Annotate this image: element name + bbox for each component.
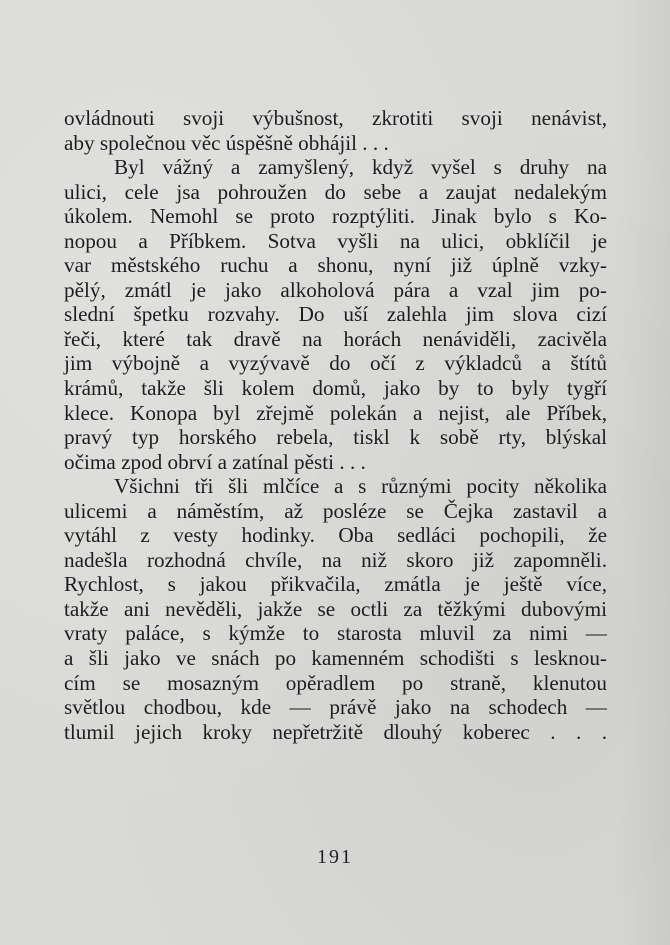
text-line: pělý, zmátl je jako alkoholová pára a vzal jim po- bbox=[64, 277, 607, 302]
text-line: klece. Konopa byl zřejmě polekán a nejist, ale Příbek, bbox=[64, 400, 607, 425]
text-line: nadešla rozhodná chvíle, na niž skoro již zapomněli. bbox=[64, 547, 607, 572]
text-line: slední špetku rozvahy. Do uší zalehla jim slova cizí bbox=[64, 302, 607, 327]
text-line: jim výbojně a vyzývavě do očí z výkladců a štítů bbox=[64, 351, 607, 376]
text-line: a šli jako ve snách po kamenném schodišti s lesknou- bbox=[64, 646, 607, 671]
text-line: Všichni tři šli mlčíce a s různými pocity několika bbox=[114, 474, 607, 499]
text-line: očima zpod obrví a zatínal pěsti . . . bbox=[64, 449, 366, 474]
text-line: ovládnouti svoji výbušnost, zkrotiti svoji nenávist, bbox=[64, 106, 607, 130]
text-line: ulici, cele jsa pohroužen do sebe a zaujat nedalekým bbox=[64, 179, 607, 204]
text-line: ulicemi a náměstím, až posléze se Čejka zastavil a bbox=[64, 498, 607, 523]
text-line: světlou chodbou, kde — právě jako na schodech — bbox=[64, 695, 607, 720]
text-line: nopou a Příbkem. Sotva vyšli na ulici, obklíčil je bbox=[64, 228, 607, 253]
text-line: takže ani nevěděli, jakže se octli za těžkými dubovými bbox=[64, 596, 607, 621]
text-line: vraty paláce, s kýmže to starosta mluvil za nimi — bbox=[64, 621, 607, 646]
body-text bbox=[64, 106, 607, 744]
text-line: pravý typ horského rebela, tiskl k sobě rty, blýskal bbox=[64, 425, 607, 450]
text-line: úkolem. Nemohl se proto rozptýliti. Jinak bylo s Ko- bbox=[64, 204, 607, 229]
text-line: tlumil jejich kroky nepřetržitě dlouhý koberec . . . bbox=[64, 719, 607, 744]
text-line: vytáhl z vesty hodinky. Oba sedláci pochopili, že bbox=[64, 523, 607, 548]
page-number: 191 bbox=[317, 846, 353, 868]
text-line: krámů, takže šli kolem domů, jako by to byly tygří bbox=[64, 376, 607, 401]
text-line: Byl vážný a zamyšlený, když vyšel s druhy na bbox=[114, 155, 607, 180]
text-line: řeči, které tak dravě na horách nenáviděli, zacivěla bbox=[64, 326, 607, 351]
text-line: var městského ruchu a shonu, nyní již úplně vzky- bbox=[64, 253, 607, 278]
text-line: Rychlost, s jakou přikvačila, zmátla je ještě více, bbox=[64, 572, 607, 597]
text-line: aby společnou věc úspěšně obhájil . . . bbox=[64, 130, 389, 155]
text-line: cím se mosazným opěradlem po straně, klenutou bbox=[64, 670, 607, 695]
